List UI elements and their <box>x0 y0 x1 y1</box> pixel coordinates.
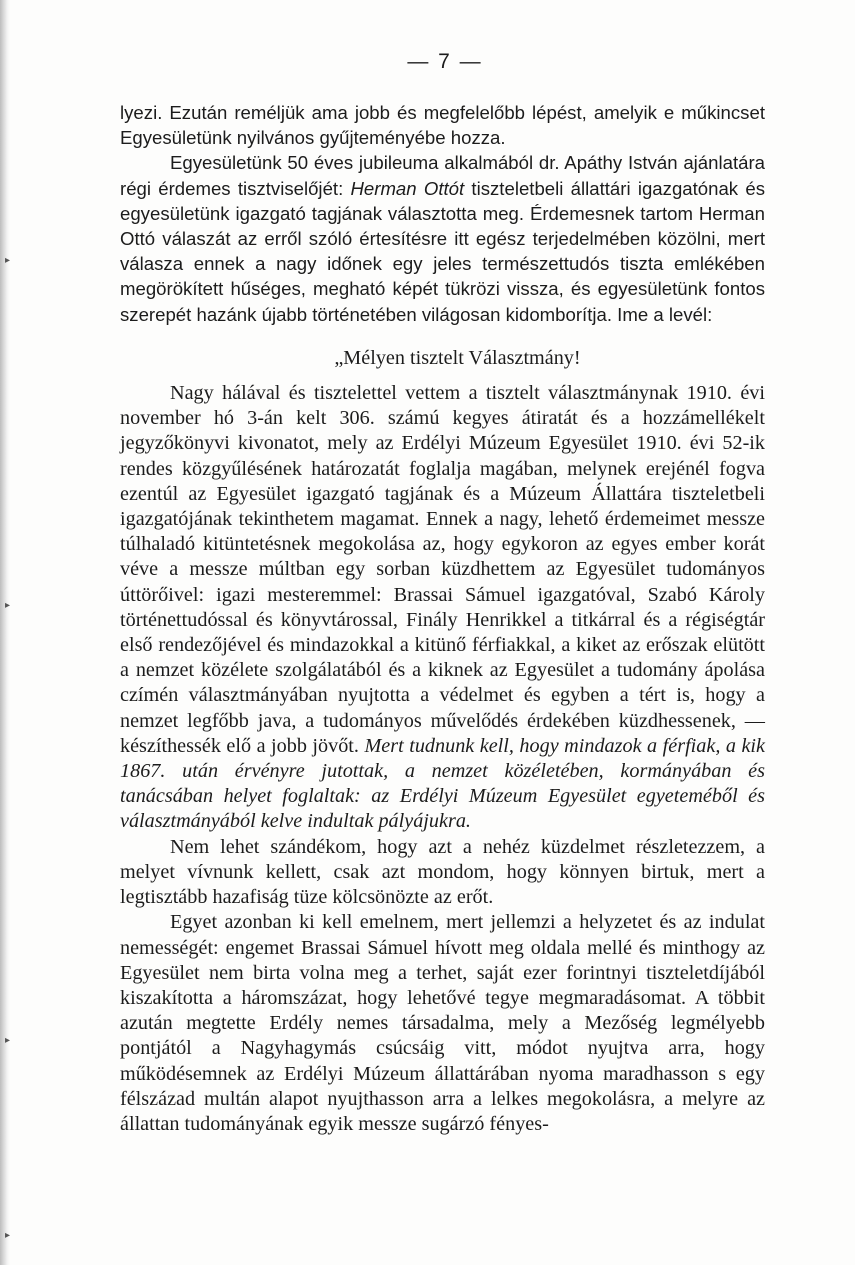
letter-paragraph-3: Egyet azonban ki kell emelnem, mert jellemzi a helyzetet és az indulat nemességét: engemet Brassai Sámuel hívott meg oldala mellé és minthogy az Egyesület nem birta volna meg a terhet, saját ezer forintnyi tiszteletdíjából kiszakította a háromszázat, hogy lehetővé tegye megmaradásomat. A többit azután megtette Erdély nemes társadalma, mely a Mezőség legmélyebb pontjától a Nagyhagymás csúcsáig vitt, módot nyujtva arra, hogy működésemnek az Erdélyi Múzeum állattárában nyoma maradhasson s egy félszázad multán alapot nyujthasson arra a lelkes megokolásra, a melyre az állattan tudományának egyik messze sugárzó fényes- <box>120 911 765 1135</box>
letter-italic-passage: Mert tudnunk kell, hogy mindazok a férfiak, a kik 1867. után érvényre jutottak, a nemzet közéletében, kormányában és tanácsában helyet foglaltak: az Erdélyi Múzeum Egyesület egyeteméből és választmányából kelve indultak pályájukra. <box>120 734 766 833</box>
intro-paragraph-1: lyezi. Ezután reméljük ama jobb és megfelelőbb lépést, amelyik e műkincset Egyesületünk nyilvános gyűjteményébe hozza. <box>120 102 765 149</box>
letter-text-a: Nagy hálával és tisztelettel vettem a tisztelt választmánynak 1910. évi november hó 3-án kelt 306. számú kegyes átiratát és a hozzámellékelt jegyzőkönyvi kivonatot, mely az Erdélyi Múzeum Egyesület 1910. évi 52-ik rendes közgyűlésének határozatát foglalja magában, melynek erejénél fogva ezentúl az Egyesület igazgató tagjának és a Múzeum Állattára tiszteletbeli igazgatójának tekinthetem magamat. Ennek a nagy, lehető érdemeimet messze túlhaladó kitüntetésnek megokolása az, hogy egykoron az egyes ember korát véve a messze múltban egy sorban küzdhettem az Egyesület tudományos úttörőivel: igazi mesteremmel: Brassai Sámuel igazgatóval, Szabó Károly történettudóssal és könyvtárossal, Finály Henrikkel a titkárral és a régiségtár első rendezőjével és mindazokkal a kitünő férfiakkal, a kiket az erőszak elütött a nemzet közélete szolgálatából és a kiknek az Egyesület a tudomány ápolása czímén választmányában nyujtotta a védelmet és egyben a tért is, hogy a nemzet legfőbb java, a tudományos művelődés érdekében küzdhessenek, — készíthessék elő a jobb jövőt. <box>120 382 765 757</box>
page-text <box>120 100 765 1137</box>
intro-text-a: Egyesületünk 50 éves jubileuma alkalmából dr. Apáthy István ajánlatára régi érdemes tisztviselőjét: <box>120 152 765 199</box>
intro-text-b: tiszteletbeli állattári igazgatónak és egyesületünk igazgató tagjának választotta meg. Érdemesnek tartom Herman Ottó válaszát az erről szóló értesítésre itt egész terjedelmében közölni, mert válasza ennek a nagy időnek egy jeles természettudós tiszta emlékében megörökített hűséges, megható képét tükrözi vissza, és egyesületünk fontos szerepét hazánk újabb történetében világosan kidomborítja. Ime a levél: <box>120 177 765 325</box>
margin-mark: ▸ <box>5 1035 11 1046</box>
margin-mark: ▸ <box>5 255 11 266</box>
person-name: Herman Ottót <box>350 177 465 199</box>
letter-salutation: „Mélyen tisztelt Választmány! <box>334 346 581 369</box>
page-edge-shadow <box>0 0 10 1265</box>
letter-paragraph-2: Nem lehet szándékom, hogy azt a nehéz küzdelmet részletezzem, a melyet vívnunk kellett, csak azt mondom, hogy könnyen birtuk, mert a legtisztább hazafiság tüze kölcsönözte az erőt. <box>120 835 765 909</box>
page-number: — 7 — <box>407 50 483 73</box>
intro-paragraph-2 <box>120 150 765 326</box>
margin-mark: ▸ <box>5 600 11 611</box>
margin-mark: ▸ <box>5 1230 11 1241</box>
letter-paragraph-1 <box>120 381 765 835</box>
